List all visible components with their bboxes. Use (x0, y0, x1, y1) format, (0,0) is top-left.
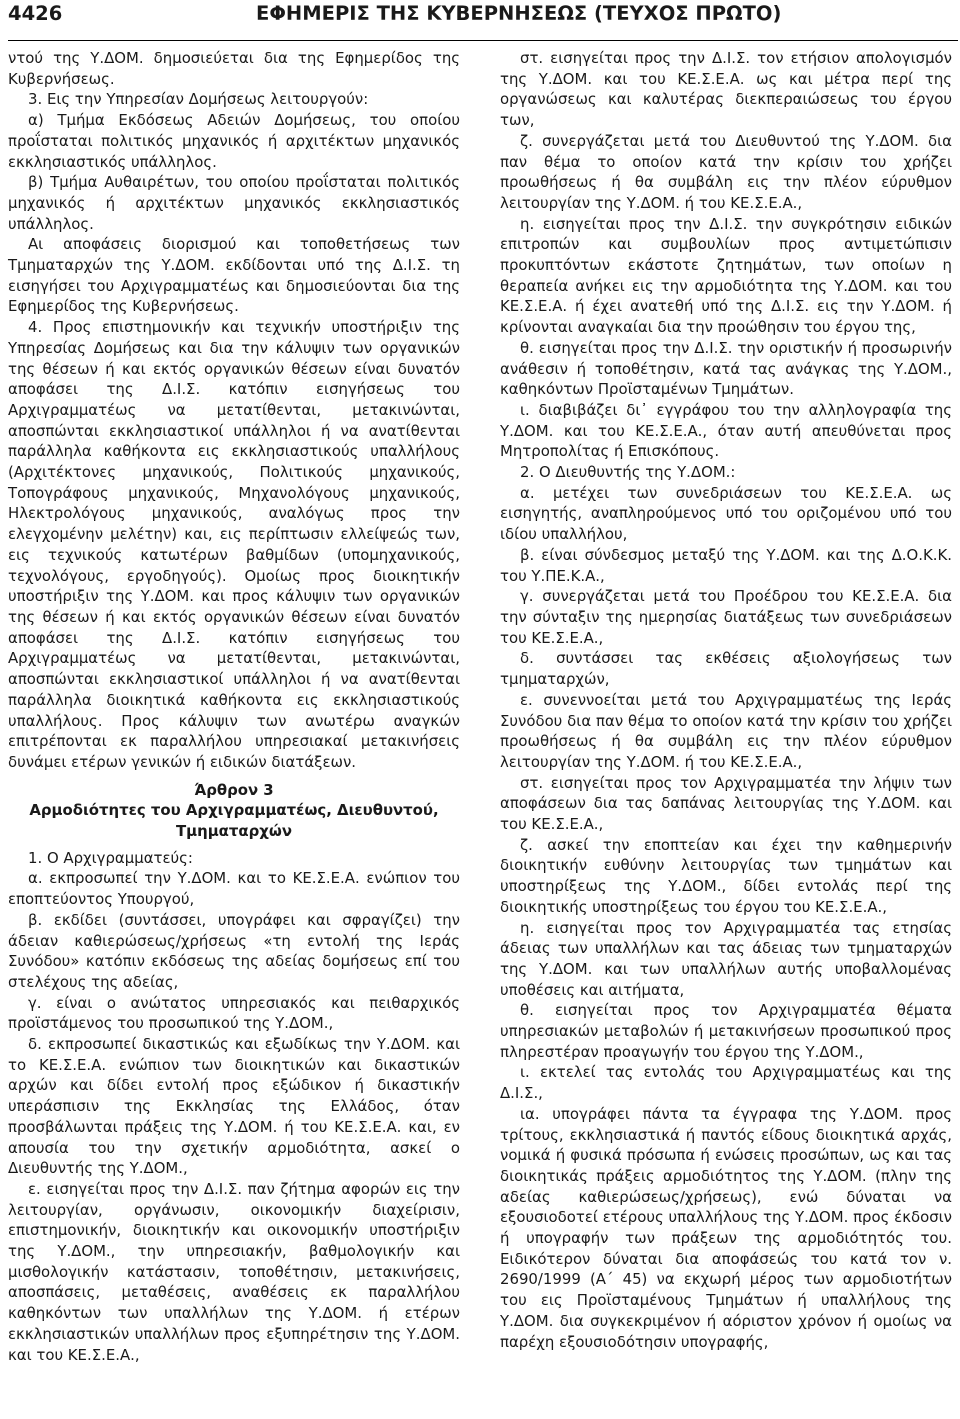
paragraph: 3. Εις την Υπηρεσίαν Δομήσεως λειτουργούν: (28, 90, 369, 109)
paragraph: 2. Ο Διευθυντής της Υ.ΔΟΜ.: (520, 463, 736, 482)
paragraph: α. εκπροσωπεί την Υ.ΔΟΜ. και το ΚΕ.Σ.Ε.Α. ενώπιον του εποπτεύοντος Υπουργού, (8, 869, 460, 909)
paragraph: ζ. συνεργάζεται μετά του Διευθυντού της Υ.ΔΟΜ. δια παν θέμα το οποίον κατά την κρίσιν του χρήζει προωθήσεως ή θα συμβάλη εις την πλέον εύρυθμον λειτουργίαν της Υ.ΔΟΜ. ή του ΚΕ.Σ.Ε.Α., (500, 131, 952, 212)
paragraph: ε. εισηγείται προς την Δ.Ι.Σ. παν ζήτημα αφορών εις την λειτουργίαν, οργάνωσιν, οικονομικήν διαχείρισιν, επιστημονικήν, διοικητικήν και οικονομικήν υποστήριξιν της Υ.ΔΟΜ., την υπηρεσιακήν, βαθμολογικήν και μισθολογικήν κατάστασιν, τοποθέτησιν, μετακινήσεις, αποσπάσεις, μεταθέσεις, αναθέσεις εκ παραλλήλου καθηκόντων των υπαλλήλων της Υ.ΔΟΜ. ή ετέρων εκκλησιαστικών υπαλλήλων προς εξυπηρέτησιν της Υ.ΔΟΜ. και του ΚΕ.Σ.Ε.Α., (8, 1179, 460, 1364)
paragraph: α) Τμήμα Εκδόσεως Αδειών Δομήσεως, του οποίου προΐσταται πολιτικός μηχανικός ή αρχιτέκτων μηχανικός εκκλησιαστικός υπάλληλος. (8, 111, 460, 171)
paragraph: ι. εκτελεί τας εντολάς του Αρχιγραμματέως και της Δ.Ι.Σ., (500, 1063, 952, 1103)
paragraph: α. μετέχει των συνεδριάσεων του ΚΕ.Σ.Ε.Α. ως εισηγητής, αναπληρούμενος υπό του οριζομένου υπό του ιδίου υπαλλήλου, (500, 483, 952, 544)
gazette-title: ΕΦΗΜΕΡΙΣ ΤΗΣ ΚΥΒΕΡΝΗΣΕΩΣ (ΤΕΥΧΟΣ ΠΡΩΤΟ) (256, 2, 782, 25)
paragraph: β. είναι σύνδεσμος μεταξύ της Υ.ΔΟΜ. και της Δ.Ο.Κ.Κ. του Υ.ΠΕ.Κ.Α., (500, 545, 952, 585)
page-number: 4426 (8, 2, 63, 25)
right-column (500, 48, 952, 1352)
paragraph: ι. διαβιβάζει δι᾽ εγγράφου του την αλληλογραφία της Υ.ΔΟΜ. και του ΚΕ.Σ.Ε.Α., όταν αυτή απευθύνεται προς Μητροπολίτας ή Επισκόπους. (500, 400, 952, 461)
paragraph: 4. Προς επιστημονικήν και τεχνικήν υποστήριξιν της Υπηρεσίας Δομήσεως και δια την κάλυψιν των οργανικών της θέσεων ή και εκτός οργανικών θέσεων είναι δυνατόν αποφάσει της Δ.Ι.Σ. κατόπιν εισηγήσεως του Αρχιγραμματέως να μετατίθενται, μετακινώνται, αποσπώνται εκκλησιαστικοί υπάλληλοι ή να ανατίθενται παράλληλα καθήκοντα εις εκκλησιαστικούς υπαλλήλους (Αρχιτέκτονες μηχανικούς, Πολιτικούς μηχανικούς, Τοπογράφους μηχανικούς, Μηχανολόγους μηχανικούς, Ηλεκτρολόγους μηχανικούς, αναλόγως προς την ελεγχομένην μελέτην) και, εις περίπτωσιν ελλείψεώς των, εις τεχνικούς κατωτέρων βαθμίδων (υπομηχανικούς, τεχνολόγους, εργοδηγούς). Ομοίως προς διοικητικήν υποστήριξιν της Υ.ΔΟΜ. και προς κάλυψιν των οργανικών της θέσεων ή και εκτός οργανικών θέσεων είναι δυνατόν αποφάσει της Δ.Ι.Σ. κατόπιν εισηγήσεως του Αρχιγραμματέως να μετατίθενται, μετακινώνται, αποσπώνται εκκλησιαστικοί υπάλληλοι ή να ανατίθενται παράλληλα διοικητικά καθήκοντα εις εκκλησιαστικούς υπαλλήλους. Προς κάλυψιν των ανωτέρω αναγκών επιτρέπονται εκ παραλλήλου υπηρεσιακαί μετακινήσεις δυνάμει ετέρων γενικών ή ειδικών διατάξεων. (8, 318, 460, 771)
paragraph: Αι αποφάσεις διορισμού και τοποθετήσεως των Τμηματαρχών της Υ.ΔΟΜ. εκδίδονται υπό της Δ.Ι.Σ. τη εισηγήσει του Αρχιγραμματέως και δημοσιεύονται δια της Εφημερίδος της Κυβερνήσεως. (8, 235, 460, 316)
paragraph: θ. εισηγείται προς τον Αρχιγραμματέα θέματα υπηρεσιακών μεταβολών ή μετακινήσεων προσωπικού προς πληρεστέραν προαγωγήν του έργου της Υ.ΔΟΜ., (500, 1001, 952, 1061)
paragraph: γ. συνεργάζεται μετά του Προέδρου του ΚΕ.Σ.Ε.Α. δια την σύνταξιν της ημερησίας διατάξεως των συνεδριάσεων του ΚΕ.Σ.Ε.Α., (500, 587, 952, 647)
paragraph: δ. συντάσσει τας εκθέσεις αξιολογήσεως των τμηματαρχών, (500, 649, 952, 689)
header-rule (8, 40, 958, 41)
left-column (8, 48, 460, 1365)
paragraph: η. εισηγείται προς τον Αρχιγραμματέα τας ετησίας άδειας των υπαλλήλων και τας άδειας των τμηματαρχών της Υ.ΔΟΜ. και των υπαλλήλων αυτής υποβαλλομένας υποθέσεις και αιτήματα, (500, 918, 952, 999)
paragraph: θ. εισηγείται προς την Δ.Ι.Σ. την οριστικήν ή προσωρινήν ανάθεσιν ή τοποθέτησιν, κατά τας ανάγκας της Υ.ΔΟΜ., καθηκόντων Προϊσταμένων Τμημάτων. (500, 338, 952, 399)
paragraph: δ. εκπροσωπεί δικαστικώς και εξωδίκως την Υ.ΔΟΜ. και το ΚΕ.Σ.Ε.Α. ενώπιον των διοικητικών και δικαστικών αρχών και δίδει εντολή προς εξώδικον ή δικαστικήν υπεράσπισιν της Εκκλησίας της Ελλάδος, όταν προσβάλωνται πράξεις της Υ.ΔΟΜ. ή του ΚΕ.Σ.Ε.Α. και, εν απουσία του την σχετικήν αρμοδιότητα, ασκεί ο Διευθυντής της Υ.ΔΟΜ., (8, 1035, 460, 1178)
article-number: Άρθρον 3 (194, 780, 274, 799)
paragraph: η. εισηγείται προς την Δ.Ι.Σ. την συγκρότησιν ειδικών επιτροπών και συμβουλίων προς αντιμετώπισιν προκυπτόντων εκάστοτε ζητημάτων, των οποίων η θεραπεία ανήκει εις την αρμοδιότητα της Υ.ΔΟΜ. και του ΚΕ.Σ.Ε.Α. ή έχει ανατεθή υπό της Δ.Ι.Σ. εις την Υ.ΔΟΜ. ή κρίνονται αναγκαίαι δια την προώθησιν του έργου της, (500, 214, 952, 337)
paragraph: ζ. ασκεί την εποπτείαν και έχει την καθημερινήν διοικητικήν ευθύνην λειτουργίας των τμημάτων και υποστηρίξεως της Υ.ΔΟΜ., δίδει εντολάς περί της διοικητικής υποστηρίξεως του έργου του ΚΕ.Σ.Ε.Α., (500, 835, 952, 916)
paragraph: 1. Ο Αρχιγραμματεύς: (28, 848, 193, 867)
paragraph: ε. συνεννοείται μετά του Αρχιγραμματέως της Ιεράς Συνόδου δια παν θέμα το οποίον κατά την κρίσιν του χρήζει προωθήσεως ή θα συμβάλη εις την πλέον εύρυθμον λειτουργίαν της Υ.ΔΟΜ. ή του ΚΕ.Σ.Ε.Α., (500, 690, 952, 771)
paragraph: ντού της Υ.ΔΟΜ. δημοσιεύεται δια της Εφημερίδος της Κυβερνήσεως. (8, 49, 460, 88)
paragraph: στ. εισηγείται προς τον Αρχιγραμματέα την λήψιν των αποφάσεων δια τας δαπάνας λειτουργίας της Υ.ΔΟΜ. και του ΚΕ.Σ.Ε.Α., (500, 773, 952, 834)
paragraph: β) Τμήμα Αυθαιρέτων, του οποίου προΐσταται πολιτικός μηχανικός ή αρχιτέκτων μηχανικός εκκλησιαστικός υπάλληλος. (8, 173, 460, 233)
paragraph: στ. εισηγείται προς την Δ.Ι.Σ. τον ετήσιον απολογισμόν της Υ.ΔΟΜ. και του ΚΕ.Σ.Ε.Α. ως και μέτρα περί της οργανώσεως και καλυτέρας διεκπεραιώσεως του έργου των, (500, 49, 952, 130)
paragraph: β. εκδίδει (συντάσσει, υπογράφει και σφραγίζει) την άδειαν καθιερώσεως/χρήσεως «τη εντολή της Ιεράς Συνόδου» κατόπιν εκδόσεως της αδείας δομήσεως επί του στελέχους της αδείας, (8, 910, 460, 991)
article-title: Αρμοδιότητες του Αρχιγραμματέως, Διευθυντού, Τμηματαρχών (29, 801, 439, 841)
paragraph: γ. είναι ο ανώτατος υπηρεσιακός και πειθαρχικός προϊστάμενος του προσωπικού της Υ.ΔΟΜ., (8, 993, 460, 1033)
page-header (8, 2, 952, 32)
paragraph: ια. υπογράφει πάντα τα έγγραφα της Υ.ΔΟΜ. προς τρίτους, εκκλησιαστικά ή παντός είδους διοικητικά αρχάς, νομικά ή φυσικά πρόσωπα ή ενώσεις προσώπων, ως και τας διοικητικάς πράξεις αρμοδιότητος της Υ.ΔΟΜ. (πλην της αδείας καθιερώσεως/χρήσεως), ενώ δύναται να εξουσιοδοτεί ετέρους υπαλλήλους της Υ.ΔΟΜ. προς έκδοσιν ή υπογραφήν των πράξεων της αρμοδιότητός του. Ειδικότερον δύναται δια αποφάσεώς του κατά τον ν. 2690/1999 (Α΄ 45) να εκχωρή μέρος των αρμοδιοτήτων του εις Προϊσταμένους Τμημάτων ή υπαλλήλους της Υ.ΔΟΜ. δια συγκεκριμένον ή αόριστον χρόνον ή ομοίως να παρέχη εξουσιοδότησιν υπογραφής, (500, 1104, 952, 1351)
